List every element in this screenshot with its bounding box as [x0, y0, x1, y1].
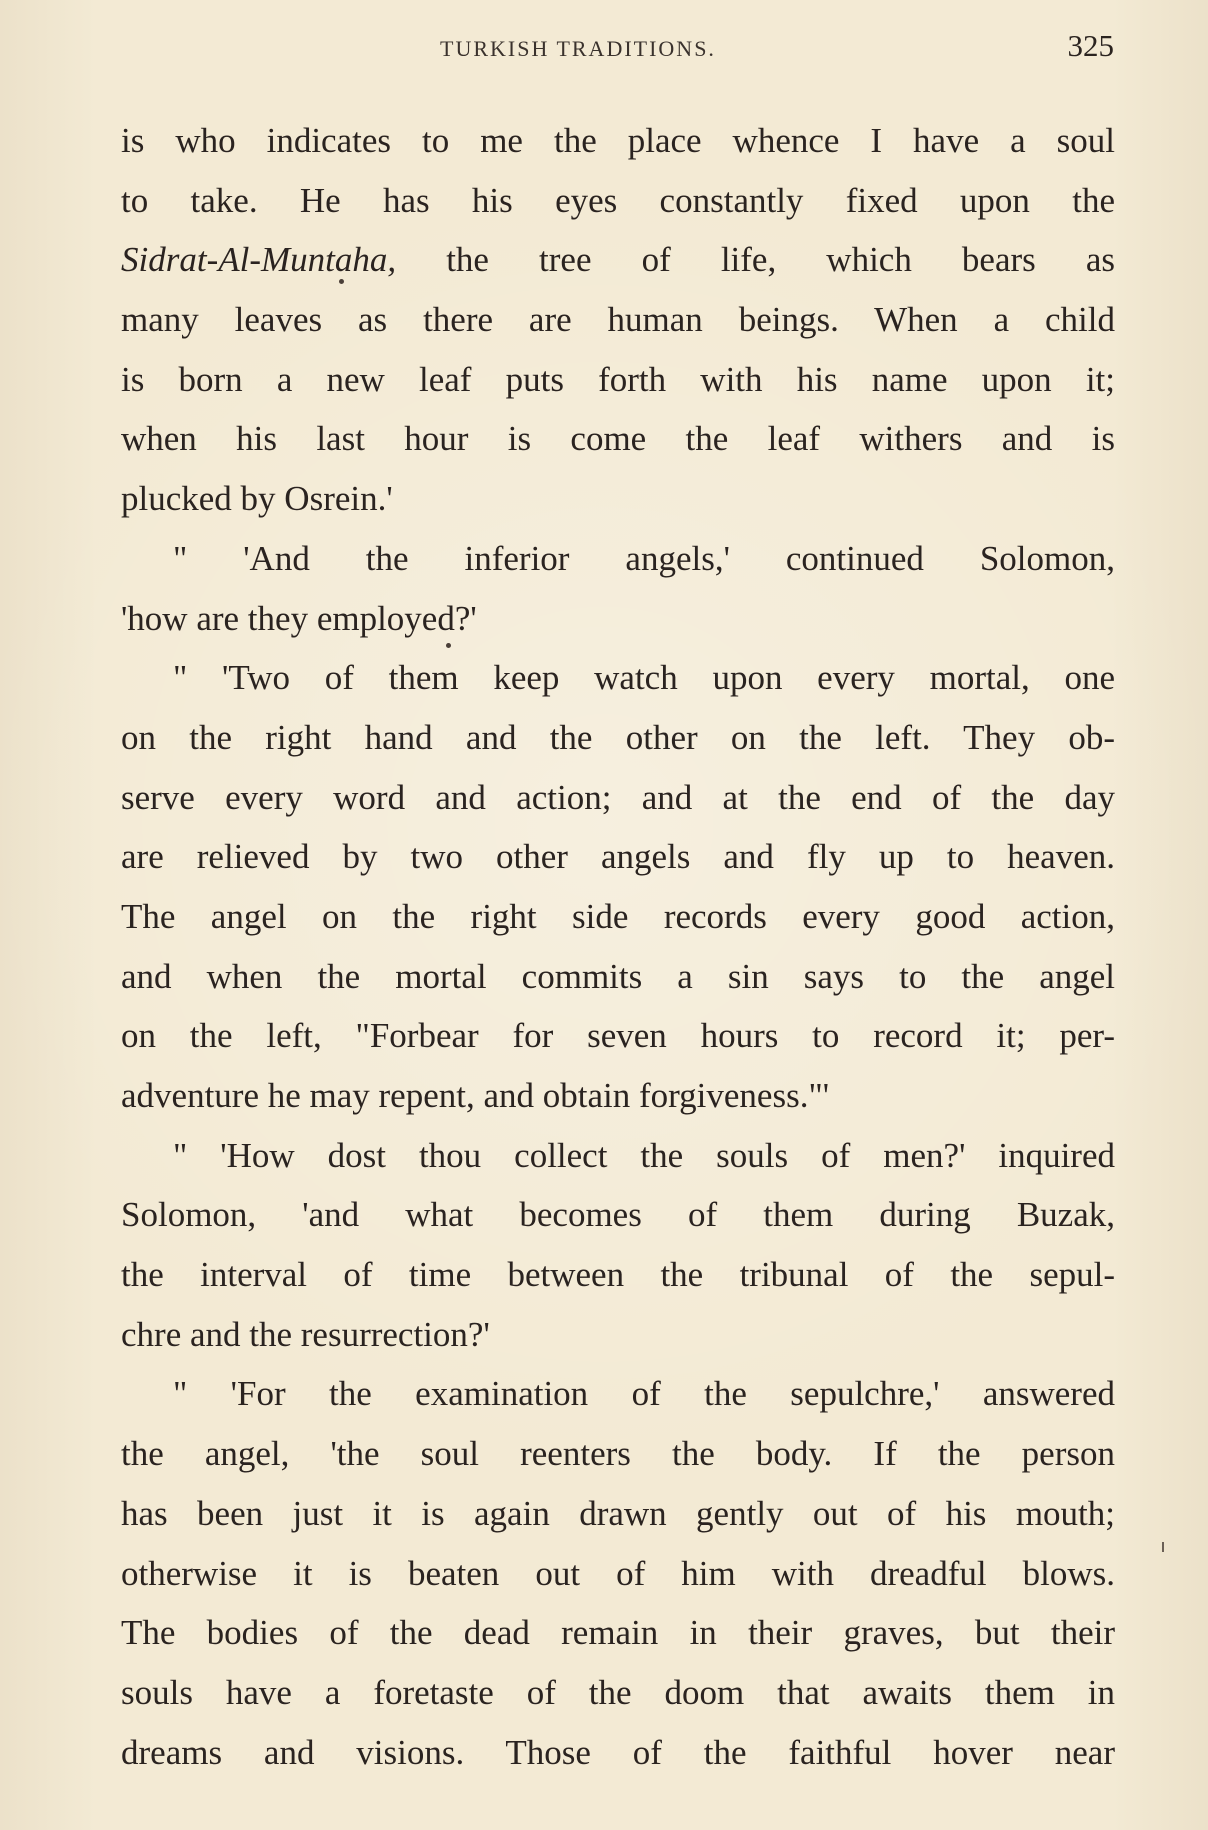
text-line: otherwise it is beaten out of him with dreadful blows.	[121, 1553, 1115, 1593]
italic-term: Sidrat-Al-Muntaha,	[121, 240, 397, 280]
text-line: 'how are they employed?'	[121, 598, 477, 638]
text-line: is who indicates to me the place whence I have a soul	[121, 121, 1115, 160]
ink-speck	[446, 643, 451, 648]
text-line: The bodies of the dead remain in their graves, but their	[121, 1613, 1115, 1653]
text-line: souls have a foretaste of the doom that awaits them in	[121, 1672, 1115, 1712]
text-line: the interval of time between the tribunal of the sepul-	[121, 1255, 1115, 1295]
text-line: serve every word and action; and at the end of the day	[121, 777, 1115, 817]
text-line: has been just it is again drawn gently out of his mouth;	[121, 1493, 1115, 1533]
running-title: TURKISH TRADITIONS.	[440, 36, 716, 61]
ink-speck	[339, 279, 344, 284]
text-line: Solomon, 'and what becomes of them during Buzak,	[121, 1195, 1115, 1235]
text-line: plucked by Osrein.'	[121, 479, 393, 519]
text-line: on the right hand and the other on the left. They ob-	[121, 717, 1115, 757]
page-header	[120, 28, 1114, 68]
text-line: " 'Two of them keep watch upon every mortal, one	[173, 658, 1115, 698]
text-line: dreams and visions. Those of the faithful hover near	[121, 1732, 1115, 1772]
text-line: " 'For the examination of the sepulchre,' answered	[173, 1374, 1115, 1414]
text-line: when his last hour is come the leaf withers and is	[121, 419, 1115, 459]
body-text	[121, 111, 1115, 1782]
text-line: on the left, "Forbear for seven hours to record it; per-	[121, 1016, 1115, 1056]
text-line: are relieved by two other angels and fly up to heaven.	[121, 837, 1115, 877]
text-fragment: the tree of life, which bears as	[396, 240, 1115, 280]
text-line	[121, 230, 1115, 290]
text-line: and when the mortal commits a sin says to the angel	[121, 956, 1115, 996]
text-line: " 'And the inferior angels,' continued Solomon,	[173, 538, 1115, 578]
page-number: 325	[1067, 28, 1114, 63]
text-line: The angel on the right side records every good action,	[121, 896, 1115, 936]
text-line: adventure he may repent, and obtain forgiveness."'	[121, 1076, 830, 1115]
text-line: the angel, 'the soul reenters the body. If the person	[121, 1434, 1115, 1474]
ink-mark	[1162, 1542, 1164, 1552]
text-line: chre and the resurrection?'	[121, 1314, 490, 1354]
text-line: is born a new leaf puts forth with his name upon it;	[121, 359, 1115, 399]
text-line: many leaves as there are human beings. When a child	[121, 300, 1115, 340]
text-line: " 'How dost thou collect the souls of men?' inquired	[173, 1135, 1115, 1175]
text-line: to take. He has his eyes constantly fixed upon the	[121, 180, 1115, 220]
